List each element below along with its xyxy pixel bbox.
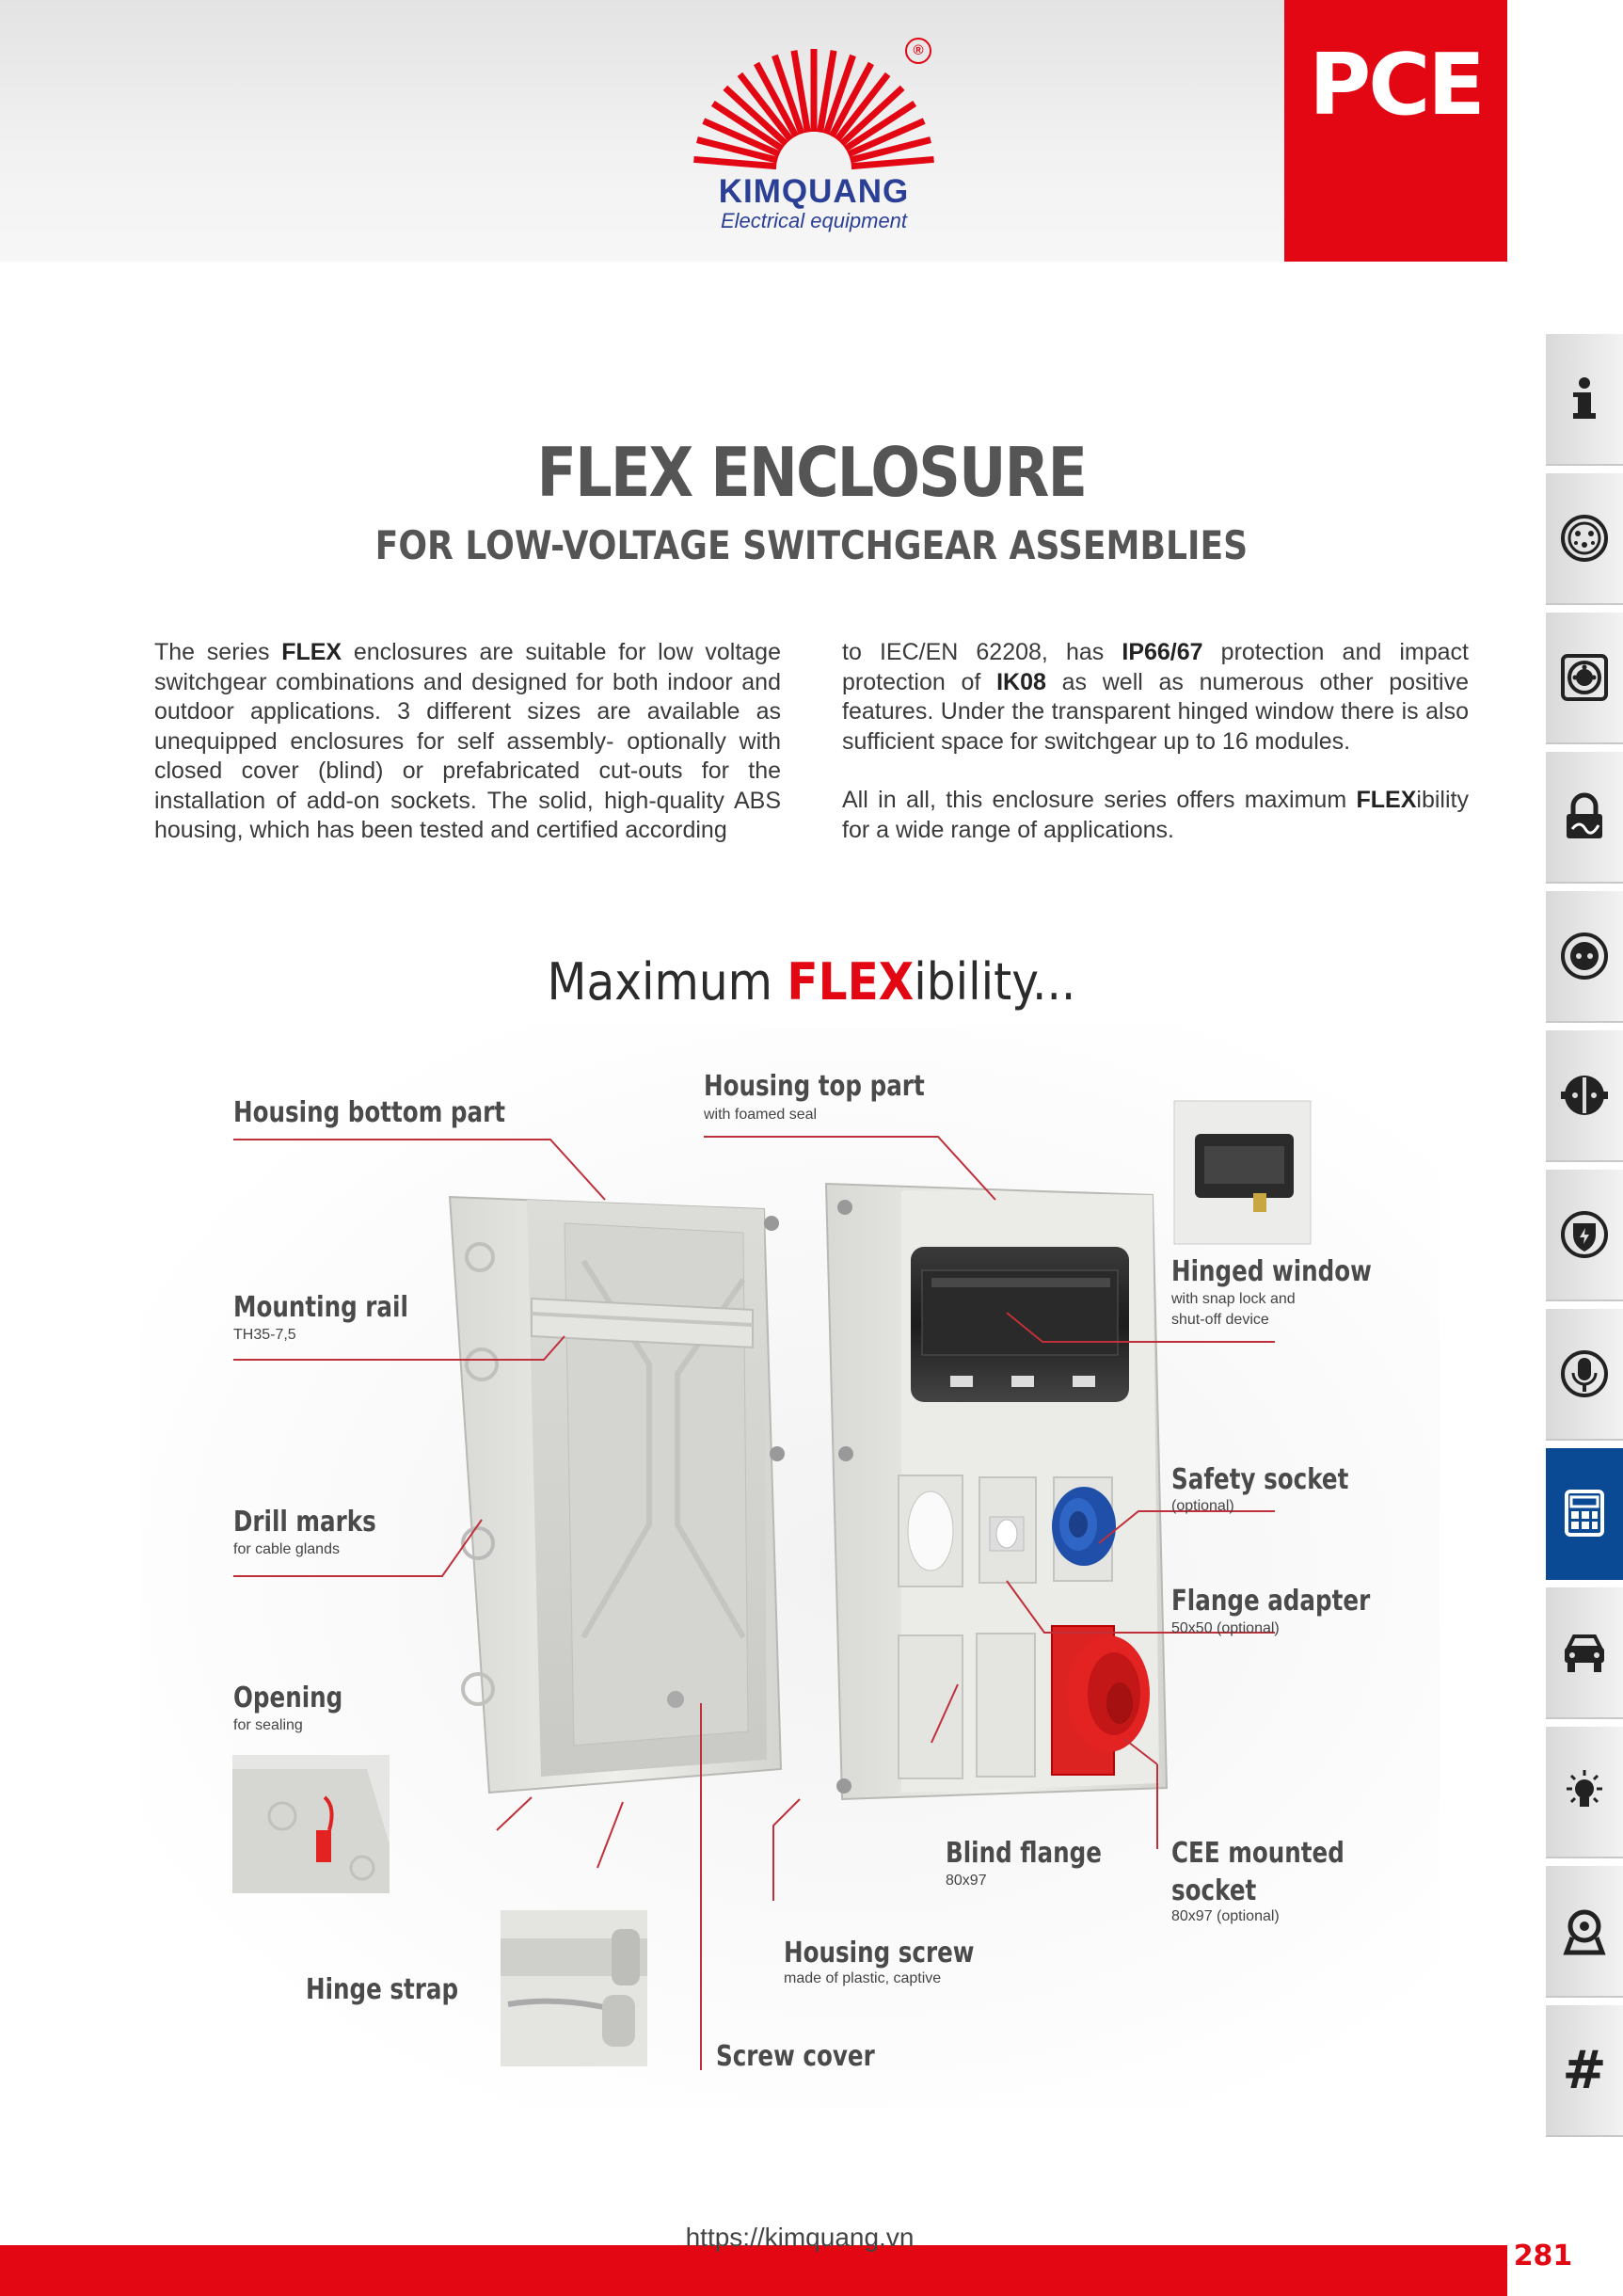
callout-housing-top-sub: with foamed seal [704,1107,818,1123]
callout-hinge-strap-label: Hinge strap [306,1973,459,2006]
callout-safety-socket-label: Safety socket [1171,1463,1349,1496]
callout-cee-socket-sub: 80x97 (optional) [1171,1908,1280,1924]
footer-bar [0,2245,1507,2296]
callout-housing-top-label: Housing top part [704,1070,925,1103]
callout-screw-cover-label: Screw cover [716,2040,875,2073]
callout-opening-label: Opening [233,1682,343,1714]
intro-right-p2: All in all, this enclosure series offers maximum FLEXibility for a wide range of applications. [842,787,1469,843]
logo-tagline: Electrical equipment [720,209,908,232]
registered-mark: ® [905,38,931,64]
page-subtitle: FOR LOW-VOLTAGE SWITCHGEAR ASSEMBLIES [374,522,1249,568]
callout-hinged-window-label: Hinged window [1171,1255,1372,1288]
callout-blind-flange-sub: 80x97 [946,1873,987,1889]
callout-mounting-rail-sub: TH35-7,5 [233,1327,296,1343]
callout-hinged-window-sub2: shut-off device [1171,1312,1269,1328]
callout-cee-socket-label2: socket [1171,1874,1257,1907]
pce-brand-label: PCE [1309,36,1483,135]
flexibility-heading: Maximum FLEXibility... [547,952,1076,1012]
callout-hinged-window-sub1: with snap lock and [1171,1291,1296,1307]
callout-drill-marks-label: Drill marks [233,1506,376,1539]
callout-blind-flange-label: Blind flange [946,1837,1102,1870]
callout-housing-screw-label: Housing screw [784,1937,975,1969]
footer-url[interactable]: https://kimquang.vn [685,2223,915,2252]
callout-flange-adapter-label: Flange adapter [1171,1585,1371,1618]
callout-housing-bottom-label: Housing bottom part [233,1096,505,1129]
callout-flange-adapter-sub: 50x50 (optional) [1171,1620,1280,1636]
housing-bottom-part [450,1197,785,1793]
opening-inset [232,1755,390,1893]
hinge-strap-inset [501,1910,647,2066]
intro-right-p1: to IEC/EN 62208, has IP66/67 protection and impact protection of IK08 as well as numerous other positive features. Under the transparent hinged window there is also sufficient space for switchgear up to 16 modules. [842,639,1469,755]
intro-left: The series FLEX enclosures are suitable for low voltage switchgear combinations and designed for both indoor and outdoor applications. 3 different sizes are available as unequipped enclosures for self assembly- optionally with closed cover (blind) or prefabricated cut-outs for the installation of add-on sockets. The solid, high-quality ABS housing, which has been tested and certified according [154,639,781,843]
callout-cee-socket-label1: CEE mounted [1171,1837,1345,1870]
safety-socket [1052,1477,1116,1581]
callout-opening-sub: for sealing [233,1717,303,1733]
callout-drill-marks-sub: for cable glands [233,1541,340,1557]
hash-icon: # [1562,2039,1607,2101]
callout-housing-screw-sub: made of plastic, captive [784,1970,942,1986]
hinged-window-inset [1174,1101,1311,1244]
page-title: FLEX ENCLOSURE [536,433,1087,512]
logo-name: KIMQUANG [718,173,910,210]
callout-safety-socket-sub: (optional) [1171,1498,1234,1514]
page-number: 281 [1513,2240,1573,2272]
callout-mounting-rail-label: Mounting rail [233,1291,408,1324]
